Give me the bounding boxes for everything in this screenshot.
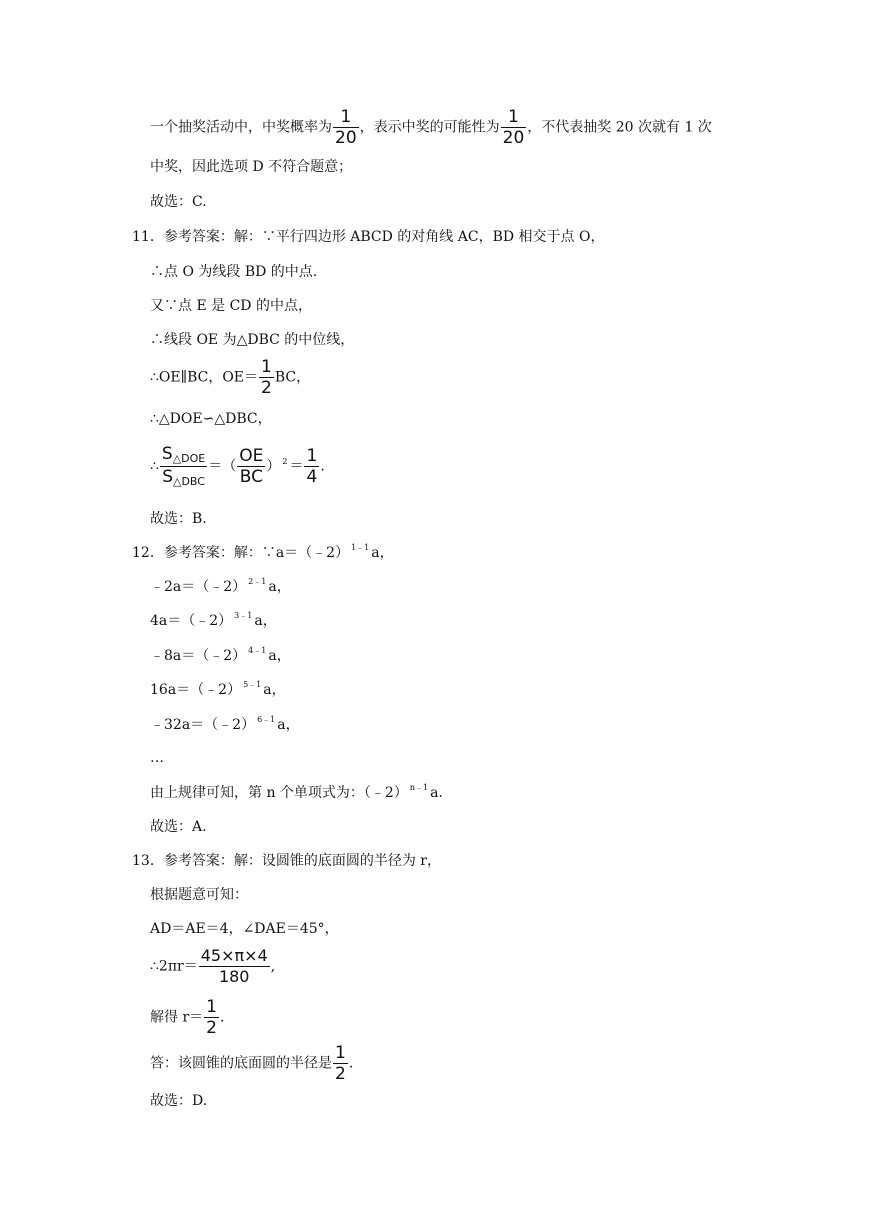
q11-line-7: ∴ $\frac{\text{S△DOE}}{\text{S△DBC}}$ ＝（ $\frac{OE}{BC}$ ） $^2$ ＝ $\frac{1}{4}$ . <box>150 444 325 488</box>
q11-line-4: ∴线段 OE 为△DBC 的中位线， <box>150 332 355 348</box>
q11-line-1: 11．参考答案：解：∵平行四边形 ABCD 的对角线 AC，BD 相交于点 O， <box>132 229 605 245</box>
q11-line-2: ∴点 O 为线段 BD 的中点. <box>150 264 318 280</box>
q13-arc-length-fraction: $\frac{45\times\pi\times 4}{180}$ <box>200 946 268 986</box>
q11-result-fraction: $\frac{1}{4}$ <box>306 446 318 487</box>
q11-answer: 故选：B. <box>150 511 207 527</box>
q13-answer: 故选：D. <box>150 1093 208 1109</box>
q11-side-ratio-fraction: $\frac{OE}{BC}$ <box>239 446 264 487</box>
q12-line-2: ﹣2a＝（﹣2） $^{2﹣1}$ a， <box>150 577 291 595</box>
q10-fraction-1: $\frac{1}{20}$ <box>335 107 357 148</box>
q11-line-5: ∴OE∥BC，OE＝ $\frac{1}{2}$ BC， <box>150 357 311 398</box>
q13-answer-fraction: $\frac{1}{2}$ <box>335 1043 346 1084</box>
q13-radius-fraction: $\frac{1}{2}$ <box>206 997 217 1038</box>
q11-half-fraction: $\frac{1}{2}$ <box>261 357 272 398</box>
q12-line-8: 由上规律可知，第 n 个单项式为：（﹣2） $^{n﹣1}$ a. <box>150 783 443 801</box>
q13-line-3: AD＝AE＝4，∠DAE＝45°， <box>150 921 339 937</box>
q13-line-6: 答：该圆锥的底面圆的半径是 $\frac{1}{2}$ . <box>150 1043 354 1084</box>
q13-line-4: ∴2πr＝ $\frac{45\times\pi\times 4}{180}$ , <box>150 946 276 986</box>
q11-line-6: ∴△DOE∽△DBC， <box>150 411 272 427</box>
q13-line-1: 13．参考答案：解：设圆锥的底面圆的半径为 r， <box>132 853 441 869</box>
q13-line-2: 根据题意可知： <box>150 887 248 903</box>
q10-fraction-2: $\frac{1}{20}$ <box>502 107 525 148</box>
q12-line-1: 12．参考答案：解：∵a＝（﹣2） $^{1﹣1}$ a， <box>132 543 394 561</box>
q12-line-6: ﹣32a＝（﹣2） $^{6﹣1}$ a， <box>150 715 300 733</box>
q12-line-4: ﹣8a＝（﹣2） $^{4﹣1}$ a， <box>150 646 291 664</box>
q12-answer: 故选：A. <box>150 819 207 835</box>
q12-line-5: 16a＝（﹣2） $^{5﹣1}$ a， <box>150 680 286 698</box>
q10-line-2: 中奖，因此选项 D 不符合题意； <box>150 159 353 175</box>
q10-line-1: 一个抽奖活动中，中奖概率为 $\frac{1}{20}$ ，表示中奖的可能性为 $\frac{1}{20}$ ，不代表抽奖 20 次就有 1 次 <box>150 107 712 148</box>
q13-line-5: 解得 r＝ $\frac{1}{2}$ . <box>150 997 225 1038</box>
q11-line-3: 又∵点 E 是 CD 的中点， <box>150 298 312 314</box>
q12-line-7: … <box>150 750 164 766</box>
q11-area-ratio-fraction: $\frac{\text{S△DOE}}{\text{S△DBC}}$ <box>161 444 206 488</box>
q12-line-3: 4a＝（﹣2） $^{3﹣1}$ a， <box>150 611 277 629</box>
q10-answer: 故选：C. <box>150 194 207 210</box>
